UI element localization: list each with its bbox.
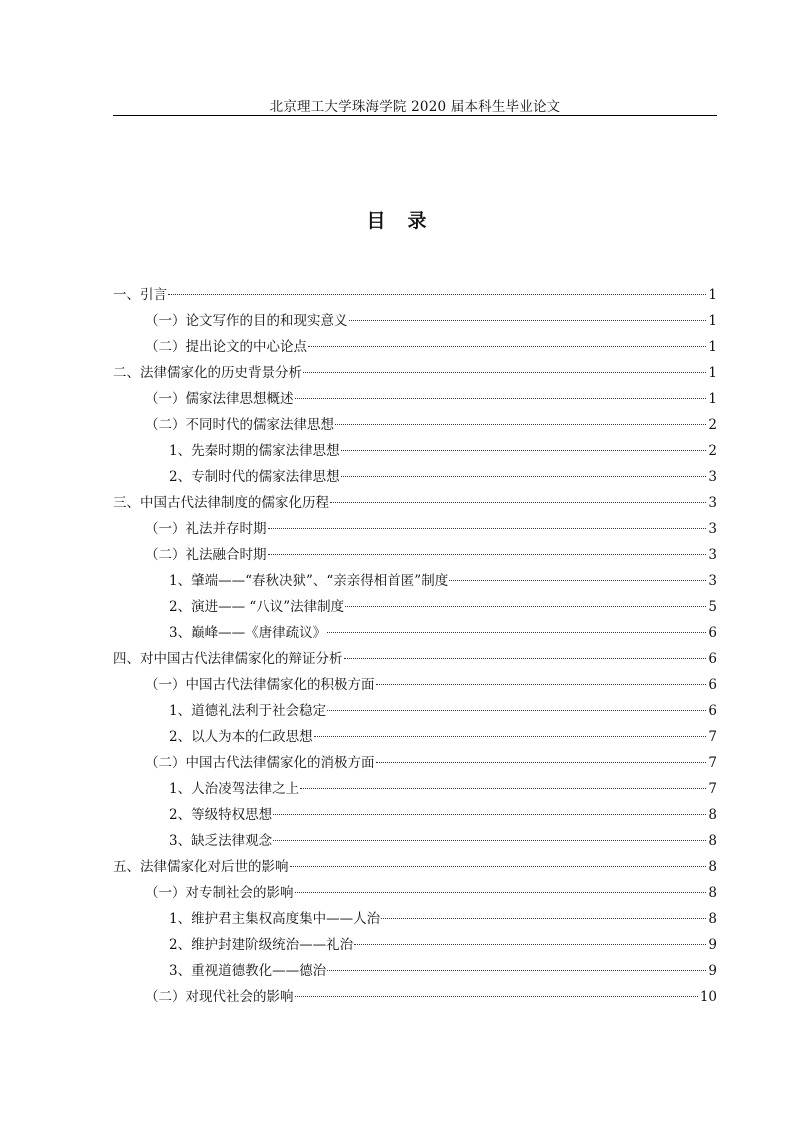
toc-entry[interactable] — [113, 516, 717, 542]
dot-leader — [300, 788, 706, 789]
toc-page-number: 8 — [708, 885, 717, 901]
toc-entry-title: （一）礼法并存时期 — [145, 521, 267, 537]
toc-page-number: 10 — [699, 989, 717, 1005]
toc-page-number: 1 — [708, 287, 717, 303]
running-header: 北京理工大学珠海学院 2020 届本科生毕业论文 — [269, 99, 561, 115]
dot-leader — [268, 528, 707, 529]
dot-leader — [303, 372, 706, 373]
toc-entry[interactable] — [113, 828, 717, 854]
toc-entry-title: 3、巅峰——《唐律疏议》 — [169, 625, 327, 641]
dot-leader — [341, 476, 707, 477]
toc-entry-title: 3、重视道德教化——德治 — [169, 963, 327, 979]
toc-entry[interactable] — [113, 984, 717, 1010]
dot-leader — [295, 892, 707, 893]
toc-entry-title: （二）中国古代法律儒家化的消极方面 — [145, 755, 375, 771]
toc-page-number: 3 — [708, 495, 717, 511]
toc-entry-title: 1、肇端——“春秋决狱”、“亲亲得相首匿”制度 — [169, 573, 449, 589]
toc-page-number: 6 — [708, 677, 717, 693]
toc-page-number: 6 — [708, 625, 717, 641]
toc-entry-title: 1、道德礼法利于社会稳定 — [169, 703, 327, 719]
toc-entry[interactable] — [113, 854, 717, 880]
toc-entry[interactable] — [113, 464, 717, 490]
toc-entry-title: （二）礼法融合时期 — [145, 547, 267, 563]
dot-leader — [273, 840, 706, 841]
toc-page-number: 8 — [708, 911, 717, 927]
toc-page-number: 9 — [708, 963, 717, 979]
toc-entry[interactable] — [113, 282, 717, 308]
toc-entry[interactable] — [113, 724, 717, 750]
toc-entry-title: （一）儒家法律思想概述 — [145, 391, 294, 407]
toc-entry[interactable] — [113, 568, 717, 594]
toc-entry-title: （一）对专制社会的影响 — [145, 885, 294, 901]
toc-page-number: 1 — [708, 365, 717, 381]
toc-entry-title: 2、以人为本的仁政思想 — [169, 729, 313, 745]
toc-page-number: 1 — [708, 313, 717, 329]
toc-entry[interactable] — [113, 880, 717, 906]
toc-entry[interactable] — [113, 542, 717, 568]
toc-entry-title: 1、人治凌驾法律之上 — [169, 781, 300, 797]
toc-page-number: 6 — [708, 651, 717, 667]
toc-entry-title: 2、等级特权思想 — [169, 807, 273, 823]
dot-leader — [345, 606, 706, 607]
dot-leader — [268, 554, 707, 555]
toc-entry[interactable] — [113, 438, 717, 464]
toc-page-number: 6 — [708, 703, 717, 719]
toc-entry[interactable] — [113, 334, 717, 360]
toc-entry-title: 2、专制时代的儒家法律思想 — [169, 469, 340, 485]
dot-leader — [376, 762, 707, 763]
toc-entry-title: 1、先秦时期的儒家法律思想 — [169, 443, 340, 459]
toc-entry[interactable] — [113, 906, 717, 932]
dot-leader — [295, 398, 707, 399]
page-title: 目录 — [366, 210, 449, 232]
toc-page-number: 1 — [708, 391, 717, 407]
toc-entry-title: 五、法律儒家化对后世的影响 — [113, 859, 289, 875]
toc-entry[interactable] — [113, 802, 717, 828]
toc-page-number: 8 — [708, 833, 717, 849]
toc-entry[interactable] — [113, 360, 717, 386]
dot-leader — [381, 918, 706, 919]
toc-entry[interactable] — [113, 750, 717, 776]
toc-entry[interactable] — [113, 776, 717, 802]
toc-entry-title: 四、对中国古代法律儒家化的辩证分析 — [113, 651, 343, 667]
toc-entry[interactable] — [113, 594, 717, 620]
toc-entry[interactable] — [113, 490, 717, 516]
toc-entry[interactable] — [113, 646, 717, 672]
toc-entry-title: 2、演进—— “八议”法律制度 — [169, 599, 345, 615]
toc-entry[interactable] — [113, 308, 717, 334]
table-of-contents — [113, 282, 717, 1010]
toc-entry[interactable] — [113, 672, 717, 698]
toc-entry[interactable] — [113, 932, 717, 958]
toc-entry-title: 2、维护封建阶级统治——礼治 — [169, 937, 354, 953]
toc-page-number: 7 — [708, 755, 717, 771]
toc-page-number: 7 — [708, 729, 717, 745]
toc-entry[interactable] — [113, 698, 717, 724]
dot-leader — [290, 866, 707, 867]
toc-entry-title: 3、缺乏法律观念 — [169, 833, 273, 849]
toc-entry-title: （一）论文写作的目的和现实意义 — [145, 313, 348, 329]
toc-entry-title: （二）对现代社会的影响 — [145, 989, 294, 1005]
header-rule — [113, 115, 717, 116]
dot-leader — [349, 320, 707, 321]
toc-entry[interactable] — [113, 620, 717, 646]
dot-leader — [168, 294, 706, 295]
dot-leader — [308, 346, 706, 347]
dot-leader — [344, 658, 707, 659]
toc-page-number: 9 — [708, 937, 717, 953]
dot-leader — [341, 450, 707, 451]
toc-page-number: 3 — [708, 573, 717, 589]
toc-page-number: 3 — [708, 547, 717, 563]
toc-entry[interactable] — [113, 412, 717, 438]
dot-leader — [273, 814, 706, 815]
toc-page-number: 8 — [708, 807, 717, 823]
dot-leader — [295, 996, 698, 997]
toc-page-number: 5 — [708, 599, 717, 615]
toc-entry-title: （一）中国古代法律儒家化的积极方面 — [145, 677, 375, 693]
toc-page-number: 1 — [708, 339, 717, 355]
toc-entry[interactable] — [113, 958, 717, 984]
toc-page-number: 8 — [708, 859, 717, 875]
dot-leader — [335, 424, 706, 425]
dot-leader — [330, 502, 706, 503]
toc-entry[interactable] — [113, 386, 717, 412]
toc-entry-title: （二）提出论文的中心论点 — [145, 339, 307, 355]
toc-page-number: 2 — [708, 417, 717, 433]
dot-leader — [354, 944, 706, 945]
toc-entry-title: 三、中国古代法律制度的儒家化历程 — [113, 495, 329, 511]
toc-entry-title: 二、法律儒家化的历史背景分析 — [113, 365, 302, 381]
dot-leader — [327, 710, 706, 711]
dot-leader — [449, 580, 706, 581]
toc-entry-title: （二）不同时代的儒家法律思想 — [145, 417, 334, 433]
toc-page-number: 3 — [708, 521, 717, 537]
toc-page-number: 3 — [708, 469, 717, 485]
dot-leader — [327, 970, 706, 971]
dot-leader — [314, 736, 707, 737]
toc-entry-title: 1、维护君主集权高度集中——人治 — [169, 911, 381, 927]
dot-leader — [376, 684, 707, 685]
toc-page-number: 7 — [708, 781, 717, 797]
dot-leader — [327, 632, 706, 633]
toc-entry-title: 一、引言 — [113, 287, 167, 303]
toc-page-number: 2 — [708, 443, 717, 459]
